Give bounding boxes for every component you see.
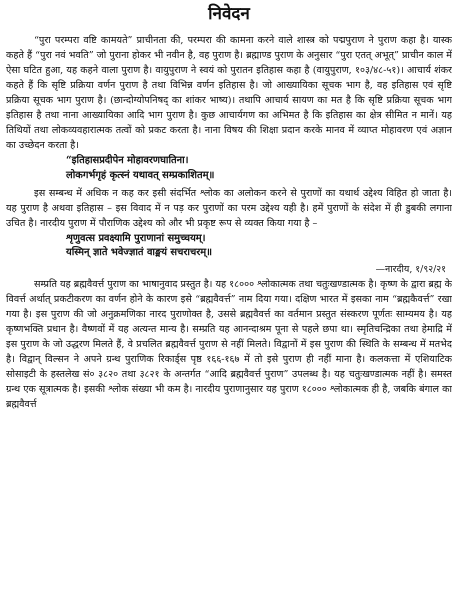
verse-naradiya [66, 232, 452, 261]
verse-line: यस्मिन् ज्ञाते भवेज्ज्ञातं वाङ्मयं सचराचरम्॥ [66, 247, 213, 259]
paragraph-brahmavaivarta: सम्प्रति यह ब्रह्मवैवर्त्त पुराण का भाषानुवाद प्रस्तुत है। यह १८००० श्लोकात्मक तथा चतुःखण्डात्मक है। कृष्ण के द्वारा ब्रह्म के विवर्त्त अर्थात् प्रकटीकरण का वर्णन होने के कारण इसे “ब्रह्मवैवर्त्त” नाम दिया गया। दक्षिण भारत में इसका नाम “ब्रह्मकैवर्त्त” रखा गया है। इस पुराण की जो अनुक्रमणिका नारद पुराणोक्त है, उससे ब्रह्मवैवर्त्त का वर्तमान प्रस्तुत संस्करण पूर्णतः साम्यमय है। यह कृष्णभक्ति प्रधान है। वैष्णवों में यह अत्यन्त मान्य है। सम्प्रति यह आनन्दाश्रम पूना से पहले छपा था। स्मृतिचन्द्रिका तथा हेमाद्रि में इस पुराण के जो उद्धरण मिलते हैं, वे प्रचलित ब्रह्मवैवर्त्त पुराण से नहीं मिलते। विद्वानों में इस पुराण की स्थिति के सम्बन्ध में मतभेद है। विद्वान् विल्सन ने अपने ग्रन्थ पुराणिक रिकार्ड्स पृष्ठ १६६-१६७ में तो इसे पुराण ही नहीं माना है। कलकत्ता में एशियाटिक सोसाइटी के हस्तलेख सं० ३८२० तथा ३८२१ के अन्तर्गत “आदि ब्रह्मवैवर्त्त पुराण” उपलब्ध है। यह चतुःखण्डात्मक नहीं है। समस्त ग्रन्थ एक सूत्रात्मक है। इसकी श्लोक संख्या भी कम है। नारदीय पुराणानुसार यह पुराण १८००० श्लोकात्मक ही है, जबकि बंगाल का ब्रह्मवैवर्त्त [6, 278, 452, 411]
verse-line: “इतिहासप्रदीपेन मोहावरणघातिना। [66, 155, 189, 167]
paragraph-purpose: इस सम्बन्ध में अधिक न कह कर इसी संदर्भित श्लोक का अलोकन करने से पुराणों का यथार्थ उद्देश्य विहित हो जाता है। यह पुराण है अथवा इतिहास – इस विवाद में न पड़ कर पुराणों का परम उद्देश्य यही है। हमें पुराणों के संदेश में ही डुबकी लगाना उचित है। नारदीय पुराण में पौराणिक उद्देश्य को और भी प्रकृष्ट रूप से व्यक्त किया गया है – [6, 187, 452, 229]
verse-line: शृणुवत्स प्रवक्ष्यामि पुराणानां समुच्चयम्। [66, 232, 206, 244]
verse-itihasa [66, 154, 452, 183]
verse-line: लोकगर्भगृहं कृत्स्नं यथावत् सम्प्रकाशितम्॥ [66, 169, 215, 181]
paragraph-intro: “पुरा परम्परा वष्टि कामयते” प्राचीनता की, परम्परा की कामना करने वाले शास्त्र को पद्मपुराण ने पुराण कहा है। यास्क कहते हैं “पुरा नवं भवति” जो पुराना होकर भी नवीन है, वह पुराण है। ब्रह्माण्ड पुराण के अनुसार “पुरा एतत् अभूत्” प्राचीन काल में ऐसा घटित हुआ, यह कहने वाला पुराण है। वायुपुराण ने स्वयं को पुरातन इतिहास कहा है (वायुपुराण, १०३/४८-५१)। आचार्य शंकर कहते हैं कि सृष्टि प्रक्रिया वर्णन पुराण है तथा विभिन्न वर्णन इतिहास है। जो आख्यायिका सूचक भाग है, वह इतिहास एवं सृष्टि प्रक्रिया सूचक भाग पुराण है। (छान्दोग्योपनिषद् का शांकर भाष्य)। तथापि आचार्य सायण का मत है कि सृष्टि प्रक्रिया सूचक भाग इतिहास है तथा नाना आख्यायिका आदि भाग पुराण है। कुछ आचार्यगण का अभिमत है कि इतिहास का क्षेत्र सीमित न मानें। यह तिथियों तथा लोकव्यवहारात्मक तत्वों को प्रकट करता है। नाना विषय की शिक्षा प्रदान करके मानव में व्याप्त मोहावरण एवं अज्ञान का उच्छेदन करता है। [6, 35, 452, 152]
page-title: निवेदन [208, 4, 250, 24]
document-page [6, 0, 452, 596]
verse-source-citation: —नारदीय, १/९२/२१ [375, 263, 446, 275]
